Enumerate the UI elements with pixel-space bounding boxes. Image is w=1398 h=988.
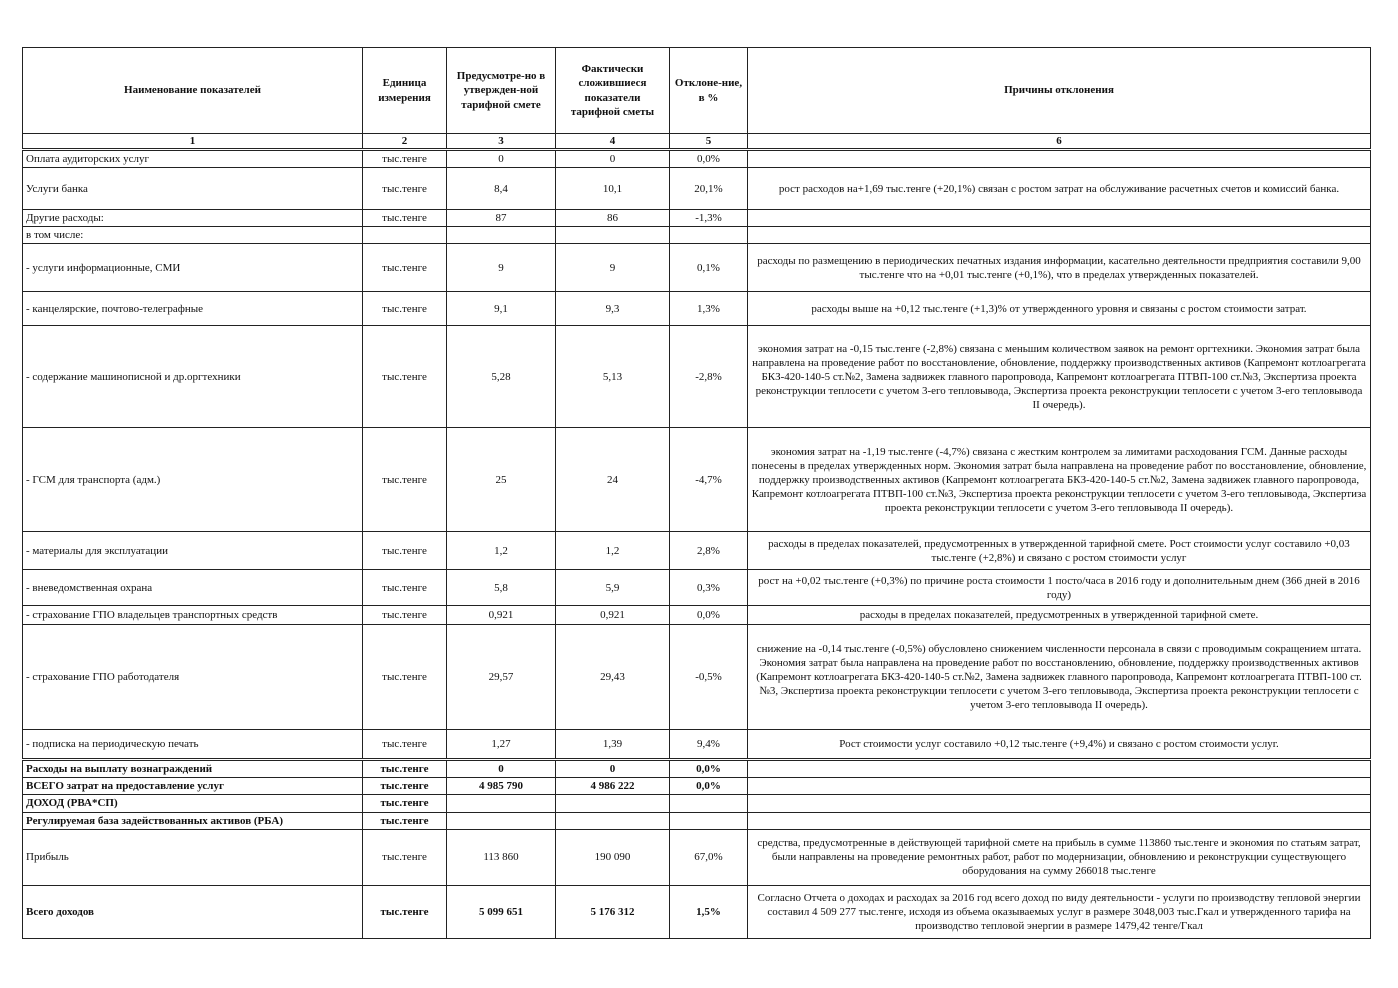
row-planned: 4 985 790	[447, 778, 556, 795]
tariff-report-table	[22, 47, 1370, 939]
row-actual: 86	[556, 210, 670, 227]
header-unit: Единица измерения	[363, 48, 447, 134]
row-deviation: 9,4%	[670, 730, 748, 760]
row-deviation: 2,8%	[670, 532, 748, 570]
row-actual: 5,13	[556, 326, 670, 428]
row-planned: 5 099 651	[447, 885, 556, 938]
row-planned: 5,8	[447, 570, 556, 606]
table-row	[23, 532, 1371, 570]
row-unit: тыс.тенге	[363, 760, 447, 778]
row-reason: снижение на -0,14 тыс.тенге (-0,5%) обусловлено снижением численности персонала в связи с проводимым сокращением штата. Экономия затрат была направлена на проведение работ по восстановлению, обновление, поддержку производственных активов (Капремонт котлоагрегата БКЗ-420-140-5 ст.№2, Замена задвижек главного паропровода, Капремонт котлоагрегата ПТВП-100 ст.№3, Экспертиза проекта реконструкции теплосети с учетом 3-его тепловывода, Экспертиза проекта реконструкции теплосети с учетом 3-его тепловывода II очередь).	[748, 625, 1371, 730]
row-planned: 0	[447, 150, 556, 168]
row-name: ДОХОД (РВА*СП)	[23, 795, 363, 812]
row-unit: тыс.тенге	[363, 570, 447, 606]
header-actual: Фактически сложившиеся показатели тарифной сметы	[556, 48, 670, 134]
row-unit: тыс.тенге	[363, 532, 447, 570]
header-row	[23, 48, 1371, 134]
row-unit: тыс.тенге	[363, 730, 447, 760]
row-name: - канцелярские, почтово-телеграфные	[23, 292, 363, 326]
row-deviation: -4,7%	[670, 428, 748, 532]
row-reason: средства, предусмотренные в действующей тарифной смете на прибыль в сумме 113860 тыс.тенге и экономия по статьям затрат, были направлены на проведение ремонтных работ, работ по модернизации, обновлению и реконструкции существующего оборудования на сумму 266018 тыс.тенге	[748, 829, 1371, 885]
header-reasons: Причины отклонения	[748, 48, 1371, 134]
header-indicator-name: Наименование показателей	[23, 48, 363, 134]
row-name: Услуги банка	[23, 168, 363, 210]
row-actual: 1,39	[556, 730, 670, 760]
table-row	[23, 829, 1371, 885]
row-planned: 0	[447, 760, 556, 778]
row-actual	[556, 227, 670, 244]
row-name: Другие расходы:	[23, 210, 363, 227]
row-deviation: 0,0%	[670, 760, 748, 778]
row-unit: тыс.тенге	[363, 625, 447, 730]
table-row	[23, 778, 1371, 795]
row-reason: рост расходов на+1,69 тыс.тенге (+20,1%) связан с ростом затрат на обслуживание расчетных счетов и комиссий банка.	[748, 168, 1371, 210]
row-actual: 9	[556, 244, 670, 292]
row-unit: тыс.тенге	[363, 778, 447, 795]
row-deviation: -0,5%	[670, 625, 748, 730]
row-deviation: 0,0%	[670, 606, 748, 625]
table-row	[23, 150, 1371, 168]
table-row	[23, 570, 1371, 606]
row-reason	[748, 227, 1371, 244]
report-table	[22, 47, 1371, 939]
table-row	[23, 795, 1371, 812]
row-name: - ГСМ для транспорта (адм.)	[23, 428, 363, 532]
row-name: Регулируемая база задействованных активов (РБА)	[23, 812, 363, 829]
row-reason	[748, 778, 1371, 795]
row-unit: тыс.тенге	[363, 829, 447, 885]
row-deviation: 1,5%	[670, 885, 748, 938]
row-planned: 29,57	[447, 625, 556, 730]
row-actual: 5,9	[556, 570, 670, 606]
table-row	[23, 625, 1371, 730]
row-deviation	[670, 795, 748, 812]
row-name: - содержание машинописной и др.оргтехники	[23, 326, 363, 428]
row-unit: тыс.тенге	[363, 210, 447, 227]
row-deviation: 0,0%	[670, 150, 748, 168]
row-deviation: 0,3%	[670, 570, 748, 606]
row-unit: тыс.тенге	[363, 150, 447, 168]
row-planned: 9,1	[447, 292, 556, 326]
row-name: Всего доходов	[23, 885, 363, 938]
row-deviation: 0,0%	[670, 778, 748, 795]
column-number-row	[23, 134, 1371, 150]
row-planned: 113 860	[447, 829, 556, 885]
row-deviation	[670, 812, 748, 829]
row-actual: 1,2	[556, 532, 670, 570]
row-deviation: 20,1%	[670, 168, 748, 210]
table-row	[23, 168, 1371, 210]
row-reason	[748, 150, 1371, 168]
row-unit	[363, 227, 447, 244]
row-reason: расходы выше на +0,12 тыс.тенге (+1,3)% от утвержденного уровня и связаны с ростом стоимости затрат.	[748, 292, 1371, 326]
row-actual: 0	[556, 150, 670, 168]
table-row	[23, 244, 1371, 292]
table-row	[23, 428, 1371, 532]
row-actual	[556, 795, 670, 812]
row-deviation: -1,3%	[670, 210, 748, 227]
column-number: 4	[556, 134, 670, 150]
table-row	[23, 292, 1371, 326]
row-actual: 9,3	[556, 292, 670, 326]
table-row	[23, 326, 1371, 428]
header-deviation: Отклоне-ние, в %	[670, 48, 748, 134]
header-planned: Предусмотре-но в утвержден-ной тарифной смете	[447, 48, 556, 134]
row-name: - вневедомственная охрана	[23, 570, 363, 606]
row-actual	[556, 812, 670, 829]
row-unit: тыс.тенге	[363, 428, 447, 532]
row-actual: 5 176 312	[556, 885, 670, 938]
row-actual: 0	[556, 760, 670, 778]
row-actual: 190 090	[556, 829, 670, 885]
row-actual: 24	[556, 428, 670, 532]
row-reason: рост на +0,02 тыс.тенге (+0,3%) по причине роста стоимости 1 посто/часа в 2016 году и дополнительным днем (366 дней в 2016 году)	[748, 570, 1371, 606]
table-row	[23, 760, 1371, 778]
row-reason: Рост стоимости услуг составило +0,12 тыс.тенге (+9,4%) и связано с ростом стоимости услуг.	[748, 730, 1371, 760]
row-unit: тыс.тенге	[363, 244, 447, 292]
row-reason: экономия затрат на -0,15 тыс.тенге (-2,8%) связана с меньшим количеством заявок на ремонт оргтехники. Экономия затрат была направлена на проведение работ по восстановление, обновление, поддержку производственных активов (Капремонт котлоагрегата БКЗ-420-140-5 ст.№2, Замена задвижек главного паропровода, Капремонт котлоагрегата ПТВП-100 ст.№3, Экспертиза проекта реконструкции теплосети с учетом 3-его тепловывода, Экспертиза проекта реконструкции теплосети с учетом 3-его тепловывода II очередь).	[748, 326, 1371, 428]
row-deviation: 1,3%	[670, 292, 748, 326]
row-reason	[748, 760, 1371, 778]
row-actual: 10,1	[556, 168, 670, 210]
row-actual: 4 986 222	[556, 778, 670, 795]
row-name: - материалы для эксплуатации	[23, 532, 363, 570]
row-unit: тыс.тенге	[363, 292, 447, 326]
row-unit: тыс.тенге	[363, 606, 447, 625]
row-deviation: -2,8%	[670, 326, 748, 428]
row-planned: 9	[447, 244, 556, 292]
row-planned: 8,4	[447, 168, 556, 210]
table-row	[23, 730, 1371, 760]
row-planned: 1,27	[447, 730, 556, 760]
row-reason	[748, 812, 1371, 829]
row-actual: 29,43	[556, 625, 670, 730]
table-body	[23, 150, 1371, 939]
row-planned: 1,2	[447, 532, 556, 570]
row-deviation	[670, 227, 748, 244]
row-reason: Согласно Отчета о доходах и расходах за 2016 год всего доход по виду деятельности - услуги по производству тепловой энергии составил 4 509 277 тыс.тенге, исходя из объема оказываемых услуг в размере 3048,003 тыс.Гкал и утвержденного тарифа на производство тепловой энергии в размере 1479,42 тенге/Гкал	[748, 885, 1371, 938]
row-name: - подписка на периодическую печать	[23, 730, 363, 760]
row-reason: экономия затрат на -1,19 тыс.тенге (-4,7%) связана с жестким контролем за лимитами расходования ГСМ. Данные расходы понесены в пределах утвержденных норм. Экономия затрат была направлена на проведение работ по восстановление, обновление, поддержку производственных активов (Капремонт котлоагрегата БКЗ-420-140-5 ст.№2, Замена задвижек главного паропровода, Капремонт котлоагрегата ПТВП-100 ст.№3, Экспертиза проекта реконструкции теплосети с учетом 3-его тепловывода, Экспертиза проекта реконструкции теплосети с учетом 3-его тепловывода II очередь).	[748, 428, 1371, 532]
row-name: - страхование ГПО работодателя	[23, 625, 363, 730]
row-planned	[447, 795, 556, 812]
row-unit: тыс.тенге	[363, 885, 447, 938]
row-name: ВСЕГО затрат на предоставление услуг	[23, 778, 363, 795]
column-number: 3	[447, 134, 556, 150]
row-name: Расходы на выплату вознаграждений	[23, 760, 363, 778]
row-planned: 25	[447, 428, 556, 532]
row-name: Прибыль	[23, 829, 363, 885]
row-planned: 0,921	[447, 606, 556, 625]
row-planned	[447, 227, 556, 244]
row-name: - услуги информационные, СМИ	[23, 244, 363, 292]
table-row	[23, 227, 1371, 244]
row-planned: 87	[447, 210, 556, 227]
row-reason: расходы в пределах показателей, предусмотренных в утвержденной тарифной смете.	[748, 606, 1371, 625]
column-number: 5	[670, 134, 748, 150]
column-number: 6	[748, 134, 1371, 150]
row-name: в том числе:	[23, 227, 363, 244]
row-unit: тыс.тенге	[363, 795, 447, 812]
table-row	[23, 210, 1371, 227]
row-reason: расходы в пределах показателей, предусмотренных в утвержденной тарифной смете. Рост стоимости услуг составило +0,03 тыс.тенге (+2,8%) и связано с ростом стоимости услуг	[748, 532, 1371, 570]
column-number: 1	[23, 134, 363, 150]
row-reason	[748, 210, 1371, 227]
row-name: - страхование ГПО владельцев транспортных средств	[23, 606, 363, 625]
row-deviation: 0,1%	[670, 244, 748, 292]
row-reason: расходы по размещению в периодических печатных издания информации, касательно деятельности предприятия составили 9,00 тыс.тенге что на +0,01 тыс.тенге (+0,1%), что в пределах утвержденных показателей.	[748, 244, 1371, 292]
row-unit: тыс.тенге	[363, 812, 447, 829]
table-row	[23, 885, 1371, 938]
row-deviation: 67,0%	[670, 829, 748, 885]
row-reason	[748, 795, 1371, 812]
row-unit: тыс.тенге	[363, 168, 447, 210]
column-number: 2	[363, 134, 447, 150]
row-planned: 5,28	[447, 326, 556, 428]
row-planned	[447, 812, 556, 829]
row-name: Оплата аудиторских услуг	[23, 150, 363, 168]
row-actual: 0,921	[556, 606, 670, 625]
table-row	[23, 606, 1371, 625]
row-unit: тыс.тенге	[363, 326, 447, 428]
table-row	[23, 812, 1371, 829]
